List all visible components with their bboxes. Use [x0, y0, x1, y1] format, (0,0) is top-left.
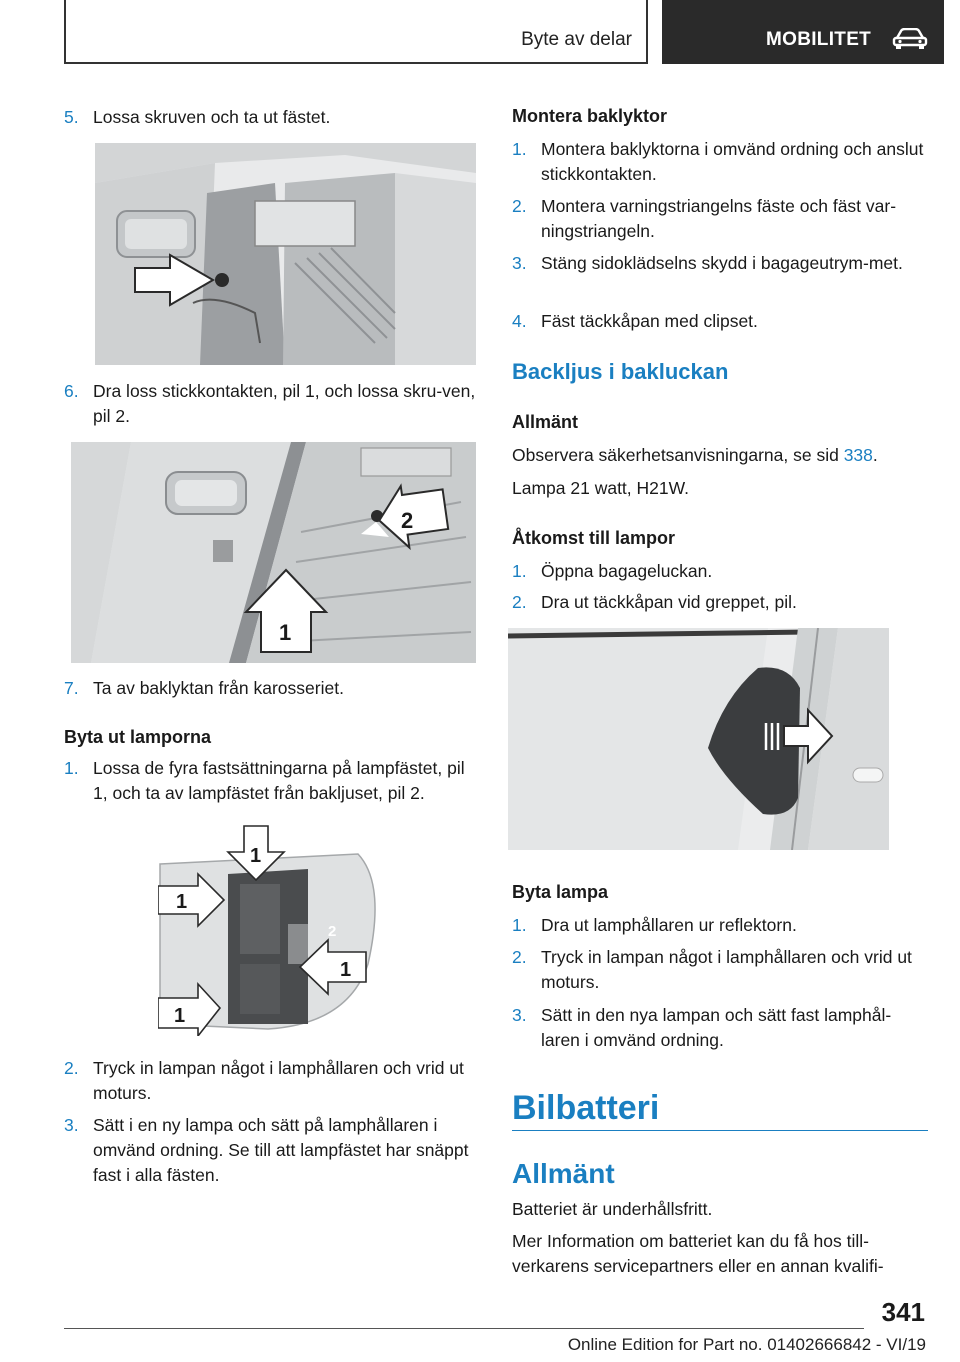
battery-maintenance-text: Batteriet är underhållsfritt. [512, 1199, 713, 1219]
figure-label: 2 [401, 508, 414, 533]
step-text: Montera varningstriangelns fäste och fäst var‐ningstriangeln. [541, 196, 897, 241]
step-text: Ta av baklyktan från karosseriet. [93, 678, 344, 698]
step-text: Dra loss stickkontakten, pil 1, och lossa skru‐ven, pil 2. [93, 381, 476, 426]
step-r3 [512, 251, 928, 276]
step-bulb-1 [512, 913, 928, 938]
lamp-spec: Lampa 21 watt, H21W. [512, 478, 690, 498]
page-reference-link[interactable]: 338 [843, 445, 873, 465]
step-number: 2. [512, 947, 527, 967]
header-chapter-title: MOBILITET [766, 29, 872, 50]
fastener-screw-illustration [95, 143, 476, 365]
connector-screw-illustration [71, 442, 476, 663]
step-number: 1. [512, 139, 527, 159]
step-number: 4. [512, 311, 527, 331]
footer-divider [64, 1328, 864, 1329]
step-text: Tryck in lampan något i lamphållaren och vrid ut moturs. [93, 1058, 464, 1103]
battery-info-text: Mer Information om batteriet kan du få hos till‐verkarens servicepartners eller en annan kvalifi‐ [512, 1231, 884, 1276]
figure-cover-grip [508, 628, 889, 850]
header-section-title: Byte av delar [521, 29, 632, 50]
step-7 [64, 676, 476, 701]
safety-reference-text: Observera säkerhetsanvisningarna, se sid [512, 445, 844, 465]
subheading-byta-lampa: Byta lampa [512, 882, 609, 902]
step-b2 [64, 1056, 476, 1106]
step-bulb-2 [512, 945, 928, 995]
heading-bilbatteri: Bilbatteri [512, 1089, 660, 1127]
figure-label: 1 [250, 845, 262, 867]
step-b1 [64, 756, 476, 806]
step-text: Stäng sidoklädselns skydd i bagageutrym‐met. [541, 253, 903, 273]
step-text: Öppna bagageluckan. [541, 561, 713, 581]
subheading-byta-ut-lamporna: Byta ut lamporna [64, 727, 212, 747]
step-text: Lossa skruven och ta ut fästet. [93, 107, 331, 127]
step-text: Sätt i en ny lampa och sätt på lamphållaren i omvänd ordning. Se till att lampfästet har snäppt fast i alla fästen. [93, 1115, 469, 1185]
figure-label: 1 [176, 891, 188, 913]
step-b3 [64, 1113, 476, 1188]
step-r2 [512, 194, 928, 244]
subheading-atkomst-till-lampor: Åtkomst till lampor [512, 528, 676, 548]
step-r4 [512, 309, 928, 334]
step-number: 1. [512, 915, 527, 935]
step-text: Sätt in den nya lampan och sätt fast lamphål‐laren i omvänd ordning. [541, 1005, 892, 1050]
step-6 [64, 379, 476, 429]
subheading-montera-baklyktor: Montera baklyktor [512, 106, 668, 126]
figure-connector-screw [71, 442, 476, 663]
heading-allmant: Allmänt [512, 1158, 615, 1189]
step-number: 2. [512, 592, 527, 612]
step-number: 3. [512, 253, 527, 273]
figure-label: 1 [340, 959, 352, 981]
step-r1 [512, 137, 928, 187]
step-number: 3. [512, 1005, 527, 1025]
lamp-holder-illustration [158, 824, 382, 1036]
figure-label: 1 [174, 1005, 186, 1027]
subheading-allmant: Allmänt [512, 412, 579, 432]
step-number: 5. [64, 107, 79, 127]
step-text: Tryck in lampan något i lamphållaren och vrid ut moturs. [541, 947, 912, 992]
heading-backljus-i-bakluckan: Backljus i bakluckan [512, 359, 729, 384]
step-number: 7. [64, 678, 79, 698]
step-text: Dra ut lamphållaren ur reflektorn. [541, 915, 797, 935]
step-number: 2. [64, 1058, 79, 1078]
header-section-box [64, 0, 648, 64]
step-access-2 [512, 590, 928, 615]
heading-divider [512, 1130, 928, 1131]
header-chapter-box [662, 0, 944, 64]
step-number: 2. [512, 196, 527, 216]
step-bulb-3 [512, 1003, 928, 1053]
step-number: 1. [64, 758, 79, 778]
safety-reference [512, 443, 928, 468]
step-5 [64, 105, 476, 130]
safety-reference-end: . [872, 445, 878, 465]
page-number: 341 [881, 1297, 925, 1327]
step-access-1 [512, 559, 928, 584]
step-number: 3. [64, 1115, 79, 1135]
figure-fastener-screw [95, 143, 476, 365]
car-icon [892, 28, 928, 50]
step-number: 1. [512, 561, 527, 581]
step-text: Dra ut täckkåpan vid greppet, pil. [541, 592, 797, 612]
figure-label: 1 [279, 620, 292, 645]
step-number: 6. [64, 381, 79, 401]
figure-lamp-holder [158, 824, 382, 1036]
figure-label: 2 [328, 923, 337, 940]
step-text: Lossa de fyra fastsättningarna på lampfästet, pil 1, och ta av lampfästet från bakljuset, pil 2. [93, 758, 465, 803]
cover-grip-illustration [508, 628, 889, 850]
footer-edition: Online Edition for Part no. 01402666842 - VI/19 [567, 1335, 926, 1354]
step-text: Fäst täckkåpan med clipset. [541, 311, 758, 331]
step-text: Montera baklyktorna i omvänd ordning och anslut stickkontakten. [541, 139, 924, 184]
